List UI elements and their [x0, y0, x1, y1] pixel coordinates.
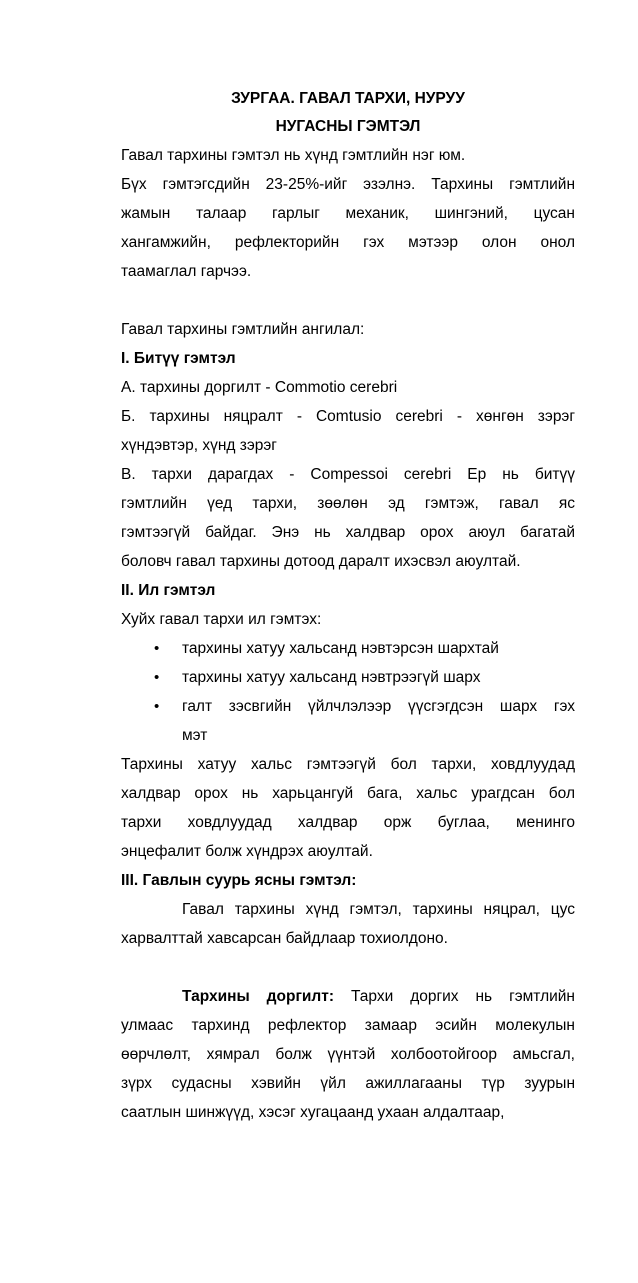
section-3-title: III. Гавлын суурь ясны гэмтэл: [121, 872, 357, 889]
section-1-line: боловч гавал тархины дотоод даралт ихэсвэл аюултай. [121, 553, 521, 570]
concussion-line: өөрчлөлт, хямрал болж үүнтэй холбоотойгоор амьсгал, [121, 1046, 575, 1063]
bullet-icon: • [154, 698, 160, 715]
section-1-title: I. Битүү гэмтэл [121, 350, 236, 367]
classification-heading: Гавал тархины гэмтлийн ангилал: [121, 321, 365, 338]
section-3-line: харвалттай хавсарсан байдлаар тохиолдоно. [121, 930, 448, 947]
section-1-line: Б. тархины няцралт - Comtusio cerebri - хөнгөн зэрэг [121, 408, 575, 425]
section-2-lead: Хуйх гавал тархи ил гэмтэх: [121, 611, 322, 628]
concussion-line: саатлын шинжүүд, хэсэг хугацаанд ухаан алдалтаар, [121, 1104, 505, 1121]
bullet-item: тархины хатуу хальсанд нэвтэрсэн шархтай [182, 640, 499, 657]
intro-line: хангамжийн, рефлекторийн гэх мэтээр олон онол [121, 234, 575, 251]
section-2-line: Тархины хатуу хальс гэмтээгүй бол тархи, ховдлуудад [121, 756, 575, 773]
concussion-term: Тархины доргилт: [182, 988, 335, 1005]
bullet-item: галт зэсвгийн үйлчлэлээр үүсгэгдсэн шарх гэх [182, 698, 575, 715]
intro-line: таамаглал гарчээ. [121, 263, 252, 280]
bullet-icon: • [154, 640, 160, 657]
section-2-line: халдвар орох нь харьцангуй бага, хальс урагдсан бол [121, 785, 575, 802]
intro-line: Бүх гэмтэгсдийн 23-25%-ийг эзэлнэ. Тархины гэмтлийн [121, 176, 575, 193]
section-1-line: А. тархины доргилт - Commotio cerebri [121, 379, 398, 396]
section-2-title: II. Ил гэмтэл [121, 582, 216, 599]
bullet-item-continuation: мэт [182, 727, 208, 744]
title-line-1: ЗУРГАА. ГАВАЛ ТАРХИ, НУРУУ [231, 90, 465, 107]
bullet-item: тархины хатуу хальсанд нэвтрээгүй шарх [182, 669, 481, 686]
section-1-line: В. тархи дарагдах - Compessoi cerebri Ер нь битүү [121, 466, 575, 483]
concussion-first-line [182, 987, 575, 1007]
section-2-line: энцефалит болж хүндрэх аюултай. [121, 843, 373, 860]
section-3-line: Гавал тархины хүнд гэмтэл, тархины няцрал, цус [182, 901, 575, 918]
concussion-line: улмаас тархинд рефлектор замаар эсийн молекулын [121, 1017, 575, 1034]
section-2-line: тархи ховдлуудад халдвар орж буглаа, менинго [121, 814, 575, 831]
intro-line: Гавал тархины гэмтэл нь хүнд гэмтлийн нэг юм. [121, 147, 466, 164]
section-1-line: гэмтлийн үед тархи, зөөлөн эд гэмтэж, гавал яс [121, 495, 575, 512]
intro-line: жамын талаар гарлыг механик, шингэний, цусан [121, 205, 575, 222]
bullet-icon: • [154, 669, 160, 686]
concussion-first-rest: Тархи доргих нь гэмтлийн [334, 988, 575, 1005]
section-1-line: гэмтээгүй байдаг. Энэ нь халдвар орох аюул багатай [121, 524, 575, 541]
section-1-line: хүндэвтэр, хүнд зэрэг [121, 437, 277, 454]
title-line-2: НУГАСНЫ ГЭМТЭЛ [275, 118, 421, 135]
concussion-line: зүрх судасны хэвийн үйл ажиллагааны түр зуурын [121, 1075, 575, 1092]
